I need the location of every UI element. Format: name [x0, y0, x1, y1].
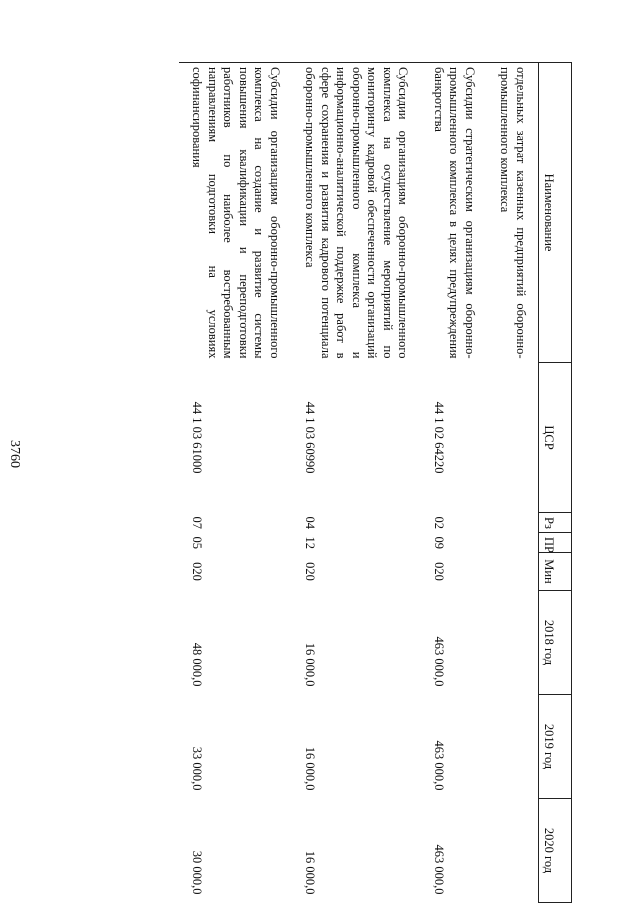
- row-2018: 48 000,0: [190, 642, 205, 687]
- row-name: Субсидии организациям оборонно-промышленного комплекса на осуществление мероприятий по мониторингу кадровой обеспеченности организаций оборонно-промышленного комплекса и информационно-аналитической поддержке работ в сфере сохранения и развития кадрового потенциала оборонно-промышленного комплекса: [292, 63, 421, 363]
- row-2020: [487, 799, 539, 903]
- table-row: [487, 63, 539, 903]
- row-2018: 16 000,0: [303, 642, 318, 687]
- row-pr: 09: [432, 536, 446, 549]
- row-csr: 44 1 02 64220: [432, 401, 446, 474]
- row-2020: 463 000,0: [432, 844, 446, 895]
- header-2019: 2019 год: [539, 695, 572, 799]
- header-name: Наименование: [539, 63, 572, 363]
- table-header-row: [539, 63, 572, 903]
- table-row: [421, 63, 488, 903]
- row-rz: 04: [303, 516, 318, 529]
- row-csr: 44 1 03 60990: [303, 401, 318, 474]
- row-pr: 12: [303, 536, 318, 549]
- row-2020: 30 000,0: [190, 850, 205, 895]
- row-name: отдельных затрат казенных предприятий оборонно-промышленного комплекса: [487, 63, 539, 363]
- row-rz: [487, 513, 539, 533]
- table-row: [292, 63, 421, 903]
- header-rz: Рз: [539, 513, 572, 533]
- budget-table-container: [52, 62, 572, 902]
- row-min: 020: [303, 562, 318, 581]
- row-rz: 02: [432, 516, 446, 529]
- row-csr: 44 1 03 61000: [190, 401, 205, 474]
- row-2018: [487, 591, 539, 695]
- row-pr: 05: [190, 536, 205, 549]
- row-csr: [487, 363, 539, 513]
- table-row: [179, 63, 292, 903]
- page-number: 3760: [7, 440, 22, 468]
- row-min: 020: [190, 562, 205, 581]
- row-2019: 463 000,0: [432, 740, 446, 791]
- row-2019: 33 000,0: [190, 746, 205, 791]
- row-min: [487, 553, 539, 591]
- header-2018: 2018 год: [539, 591, 572, 695]
- budget-table: [179, 62, 572, 903]
- row-name: Субсидии организациям оборонно-промышленного комплекса на создание и развитие системы повышения квалификации и переподготовки работников по наиболее востребованным направлениям подготовки на условиях софинансирования: [179, 63, 292, 363]
- header-2020: 2020 год: [539, 799, 572, 903]
- row-name: Субсидии стратегическим организациям оборонно-промышленного комплекса в целях предупреждения банкротства: [421, 63, 488, 363]
- row-pr: [487, 533, 539, 553]
- row-2019: [487, 695, 539, 799]
- row-min: 020: [432, 562, 446, 581]
- row-2020: 16 000,0: [303, 850, 318, 895]
- header-min: Мин: [539, 553, 572, 591]
- header-pr: ПР: [539, 533, 572, 553]
- row-2018: 463 000,0: [432, 636, 446, 687]
- header-csr: ЦСР: [539, 363, 572, 513]
- row-2019: 16 000,0: [303, 746, 318, 791]
- row-rz: 07: [190, 516, 205, 529]
